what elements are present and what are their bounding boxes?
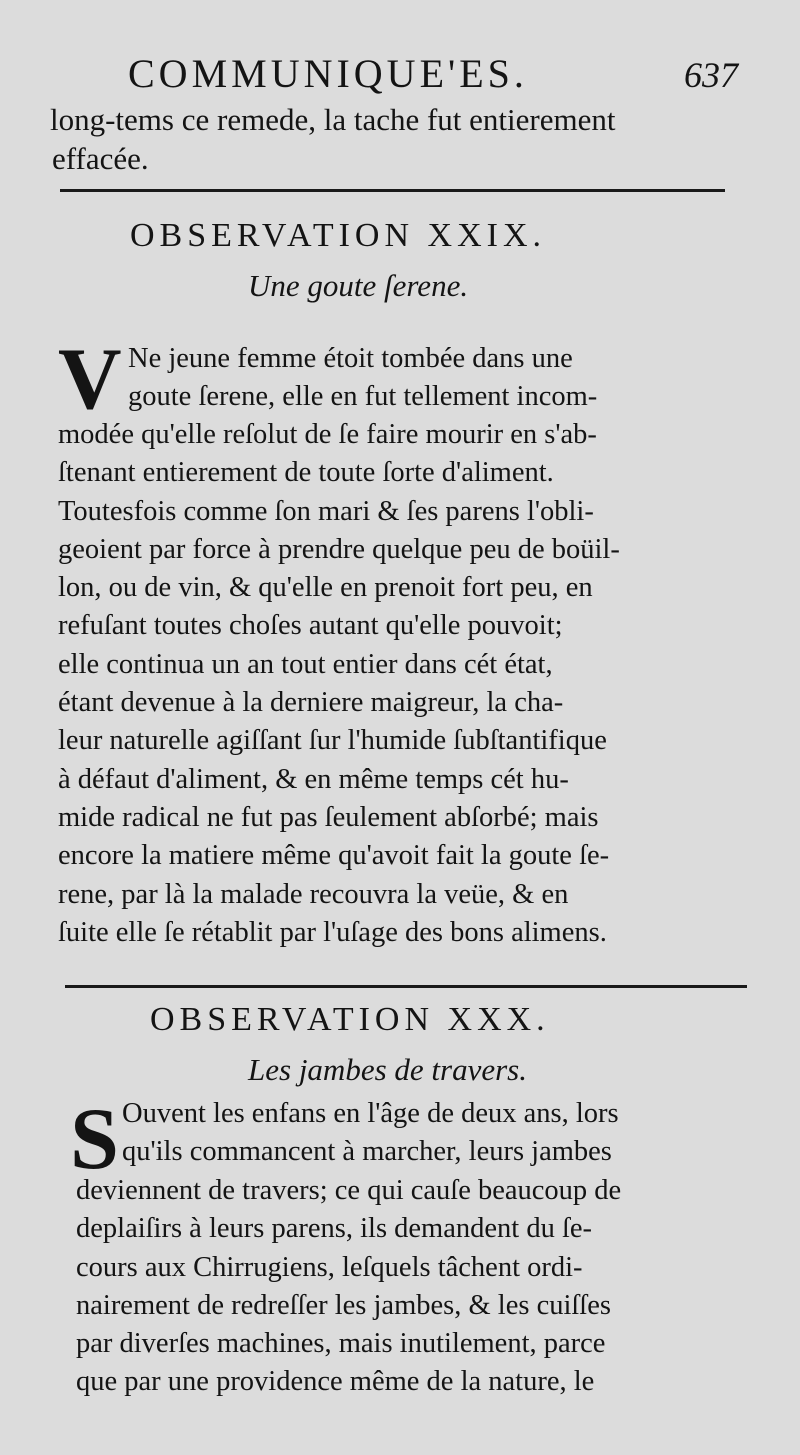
observation-heading: OBSERVATION XXX.: [150, 1001, 550, 1038]
drop-cap: S: [70, 1091, 119, 1188]
carryover-line: effacée.: [52, 141, 149, 176]
paragraph: [58, 416, 620, 952]
drop-cap: V: [58, 331, 122, 428]
paragraph: [76, 1172, 621, 1402]
paragraph-indented: [122, 1095, 619, 1172]
text-line: ſtenant entierement de toute ſorte d'aliment.: [58, 457, 554, 489]
section-divider: [60, 189, 725, 192]
page-number: 637: [684, 55, 738, 95]
text-line: Toutesfois comme ſon mari & ſes parens l'obli-: [58, 495, 594, 527]
text-line: rene, par là la malade recouvra la veüe, & en: [58, 878, 569, 910]
text-line: étant devenue à la derniere maigreur, la cha-: [58, 687, 564, 719]
text-line: à défaut d'aliment, & en même temps cét hu-: [58, 763, 569, 795]
text-line: par diverſes machines, mais inutilement, parce: [76, 1328, 606, 1360]
text-line: que par une providence même de la nature, le: [76, 1366, 595, 1398]
text-line: cours aux Chirrugiens, leſquels tâchent ordi-: [76, 1251, 583, 1283]
text-line: Ouvent les enfans en l'âge de deux ans, lors: [122, 1098, 619, 1129]
observation-heading: OBSERVATION XXIX.: [130, 217, 547, 254]
paragraph-indented: [128, 340, 597, 417]
text-line: goute ſerene, elle en fut tellement incom-: [128, 381, 598, 413]
carryover-line: long-tems ce remede, la tache fut entierement: [50, 102, 616, 137]
text-line: geoient par force à prendre quelque peu de boüil-: [58, 533, 620, 565]
text-line: nairement de redreſſer les jambes, & les cuiſſes: [76, 1289, 611, 1321]
text-line: deplaiſirs à leurs parens, ils demandent du ſe-: [76, 1213, 593, 1245]
text-line: modée qu'elle reſolut de ſe faire mourir en s'ab-: [58, 419, 597, 450]
observation-subtitle: Les jambes de travers.: [248, 1052, 527, 1087]
text-line: deviennent de travers; ce qui cauſe beaucoup de: [76, 1175, 622, 1206]
text-line: encore la matiere même qu'avoit fait la goute ſe-: [58, 840, 610, 872]
text-line: qu'ils commancent à marcher, leurs jambes: [122, 1136, 612, 1168]
text-line: lon, ou de vin, & qu'elle en prenoit fort peu, en: [58, 572, 593, 604]
text-line: refuſant toutes choſes autant qu'elle pouvoit;: [58, 610, 563, 642]
observation-subtitle: Une goute ſerene.: [248, 268, 469, 303]
text-line: mide radical ne fut pas ſeulement abſorbé; mais: [58, 801, 599, 833]
section-divider: [65, 985, 747, 988]
text-line: Ne jeune femme étoit tombée dans une: [128, 343, 573, 374]
text-line: elle continua un an tout entier dans cét état,: [58, 648, 553, 680]
text-line: ſuite elle ſe rétablit par l'uſage des bons alimens.: [58, 916, 607, 948]
running-head: COMMUNIQUE'ES.: [128, 51, 528, 96]
page-header: [128, 50, 738, 100]
text-line: leur naturelle agiſſant ſur l'humide ſubſtantifique: [58, 725, 607, 757]
